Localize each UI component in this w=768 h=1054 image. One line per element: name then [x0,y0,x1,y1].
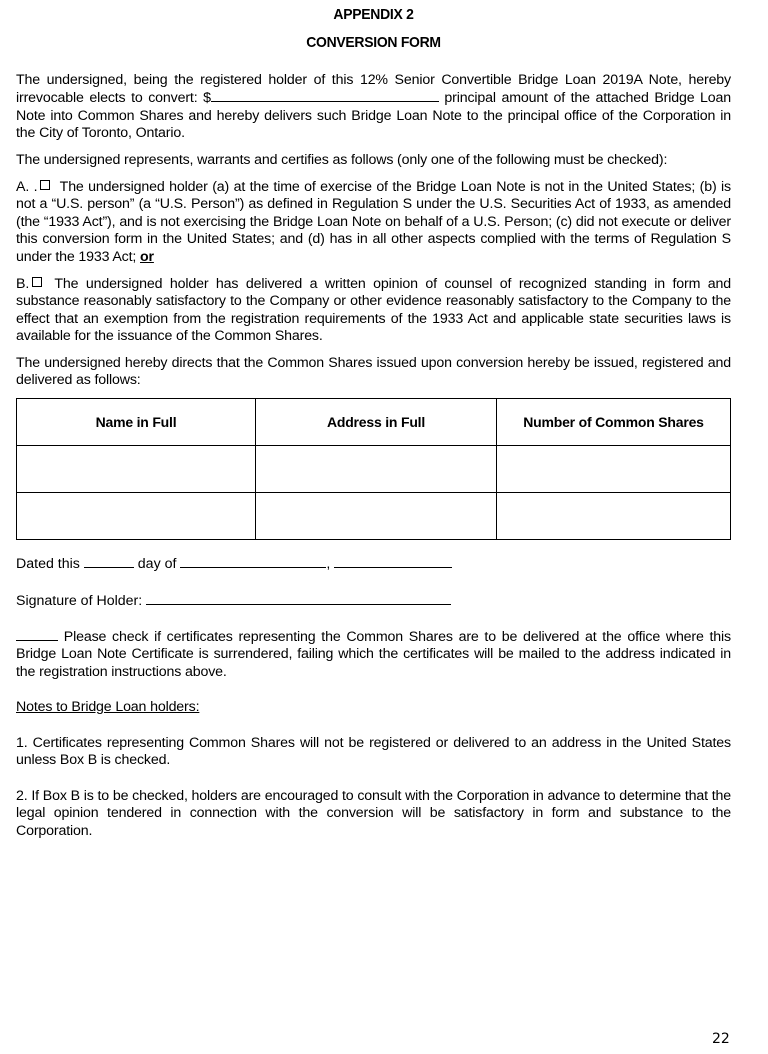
year-field[interactable] [334,555,452,568]
option-b-label: B. [16,276,30,292]
appendix-heading: APPENDIX 2 [333,6,414,23]
note-item: 1. Certificates representing Common Shares will not be registered or delivered to an address in the United States unless Box B is checked. [16,735,731,769]
table-header-row [17,399,731,446]
note-item: 2. If Box B is to be checked, holders are encouraged to consult with the Corporation in advance to determine that the legal opinion tendered in connection with the conversion will be satisfactory in form and substance to the Corporation. [16,788,731,839]
address-cell[interactable] [256,493,497,540]
option-b-text: The undersigned holder has delivered a written opinion of counsel of recognized standing in form and substance reasonably satisfactory to the Company or other evidence reasonably satisfactory to the Company to the effect that an exemption from the registration requirements of the 1933 Act and applicable state securities laws is available for the issuance of the Common Shares. [16,276,731,345]
form-title: CONVERSION FORM [306,34,441,51]
option-a-text: The undersigned holder (a) at the time of exercise of the Bridge Loan Note is not in the United States; (b) is not a “U.S. person” (a “U.S. Person”) as defined in Regulation S under the U.S. Securities Act of 1933, as amended (the “1933 Act”), and is not exercising the Bridge Loan Note on behalf of a U.S. Person; (c) did not execute or deliver this conversion form in the United States; and (d) has in all other aspects complied with the terms of Regulation S under the 1933 Act; [16,179,731,265]
day-field[interactable] [84,555,134,568]
option-a-paragraph [16,179,731,266]
day-of-label: day of [137,556,177,572]
intro-text-1: The undersigned, being the registered holder of this 12% Senior Convertible Bridge Loan 2019A Note, hereby irrevocable elects to convert: $ [16,72,731,107]
shares-cell[interactable] [497,446,731,493]
dated-label: Dated this [16,556,80,572]
option-a-or: or [140,248,154,265]
registration-table [16,398,731,540]
option-b-paragraph [16,276,731,346]
intro-text-2: principal amount of the attached Bridge Loan Note into Common Shares and hereby delivers such Bridge Loan Note to the principal office of the Corporation in the City of Toronto, Ontario. [16,90,731,142]
delivery-check-text: Please check if certificates representing the Common Shares are to be delivered at the office where this Bridge Loan Note Certificate is surrendered, failing which the certificates will be mailed to the address indicated in the registration instructions above. [16,629,731,680]
table-row [17,446,731,493]
delivery-check-paragraph [16,628,731,681]
signature-line [16,592,451,610]
shares-cell[interactable] [497,493,731,540]
address-cell[interactable] [256,446,497,493]
signature-label: Signature of Holder: [16,593,143,609]
table-row [17,493,731,540]
date-comma: , [326,556,331,572]
option-a-label: A. . [16,179,38,195]
header-address-in-full: Address in Full [256,399,497,446]
name-cell[interactable] [17,493,256,540]
conversion-amount-field[interactable] [211,89,439,102]
page-number: 22 [712,1031,730,1047]
header-number-of-shares: Number of Common Shares [497,399,731,446]
directs-paragraph: The undersigned hereby directs that the Common Shares issued upon conversion hereby be issued, registered and delivered as follows: [16,355,731,389]
signature-field[interactable] [146,592,451,605]
name-cell[interactable] [17,446,256,493]
header-name-in-full: Name in Full [17,399,256,446]
intro-paragraph [16,72,731,143]
represents-paragraph: The undersigned represents, warrants and certifies as follows (only one of the following must be checked): [16,152,668,168]
notes-heading: Notes to Bridge Loan holders: [16,699,200,715]
month-field[interactable] [180,555,326,568]
dated-line [16,555,452,573]
option-a-checkbox[interactable] [40,180,50,190]
delivery-check-field[interactable] [16,628,58,641]
option-b-checkbox[interactable] [32,277,42,287]
